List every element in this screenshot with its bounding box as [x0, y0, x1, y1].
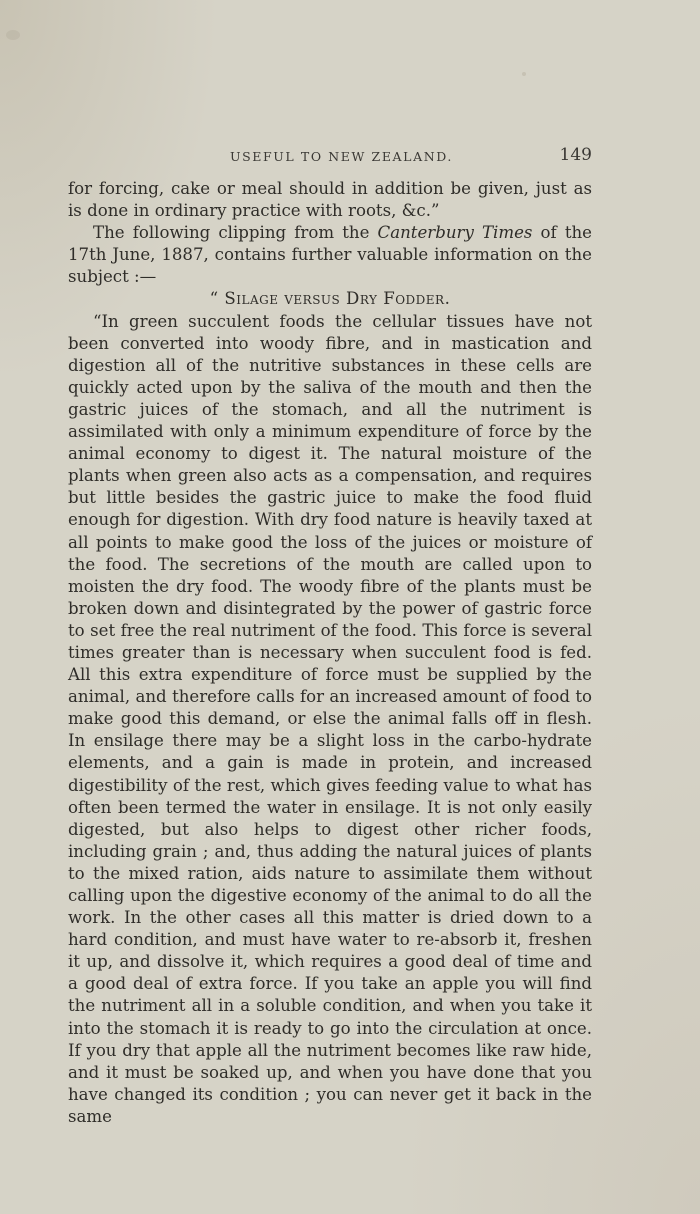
page-number: 149	[559, 145, 592, 165]
paragraph	[68, 222, 592, 288]
running-head	[60, 145, 596, 167]
section-heading	[68, 288, 592, 310]
book-page	[60, 0, 596, 1214]
paper-stain	[6, 30, 20, 40]
paragraph-text: The following clipping from the	[93, 223, 378, 243]
newspaper-title: Canterbury Times	[377, 223, 533, 243]
running-title: USEFUL TO NEW ZEALAND.	[230, 149, 453, 164]
paragraph: “In green succulent foods the cellular tissues have not been converted into woody fibre, and in mastication and digestion all of the nutritive substances in these cells are quickly acted upon by the saliva of the mouth and then the gastric juices of the stomach, and all the nutriment is assimilated with only a minimum expenditure of force by the animal economy to digest it. The natural moisture of the plants when green also acts as a compensation, and requires but little besides the gastric juice to make the food fluid enough for digestion. With dry food nature is heavily taxed at all points to make good the loss of the juices or moisture of the food. The secretions of the mouth are called upon to moisten the dry food. The woody fibre of the plants must be broken down and disintegrated by the power of gastric force to set free the real nutriment of the food. This force is several times greater than is necessary when succulent food is fed. All this extra expenditure of force must be supplied by the animal, and therefore calls for an increased amount of food to make good this demand, or else the animal falls off in flesh. In ensilage there may be a slight loss in the carbo-hydrate elements, and a gain is made in protein, and increased digestibility of the rest, which gives feeding value to what has often been termed the water in ensilage. It is not only easily digested, but also helps to digest other richer foods, including grain ; and, thus adding the natural juices of plants to the mixed ration, aids nature to assimilate them without calling upon the digestive economy of the animal to do all the work. In the other cases all this matter is dried down to a hard condition, and must have water to re-absorb it, freshen it up, and dissolve it, which requires a good deal of time and a good deal of extra force. If you take an apple you will find the nutriment all in a soluble condition, and when you take it into the stomach it is ready to go into the circulation at once. If you dry that apple all the nutriment becomes like raw hide, and it must be soaked up, and when you have done that you have changed its condition ; you can never get it back in the same	[68, 311, 592, 1126]
section-heading-text: “ Silage versus Dry Fodder.	[209, 289, 451, 309]
paragraph: for forcing, cake or meal should in addition be given, just as is done in ordinary practice with roots, &c.”	[68, 179, 592, 221]
paragraph-text: of the 17th June, 1887, contains further valuable information on the subject :—	[68, 223, 592, 287]
body-text	[68, 178, 592, 1128]
